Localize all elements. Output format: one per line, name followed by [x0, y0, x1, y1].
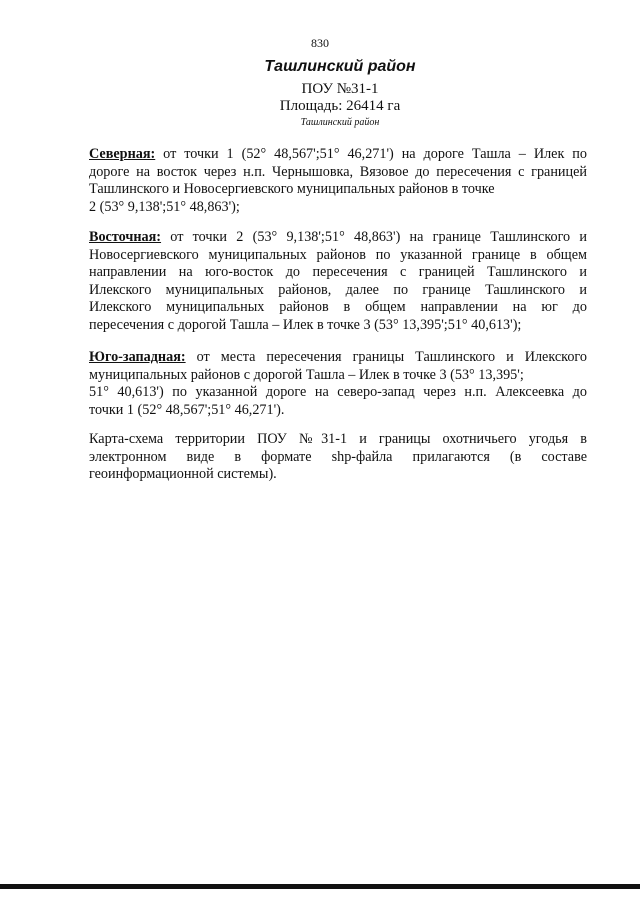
bottom-rule	[0, 884, 640, 889]
map-note-paragraph	[89, 431, 587, 484]
north-line-1	[89, 146, 587, 164]
east-boundary-label: Восточная:	[89, 229, 162, 245]
north-line-1-text: от точки 1 (52° 48,567';51° 46,271') на дороге Ташла – Илек по	[155, 146, 587, 162]
southwest-line-4: точки 1 (52° 48,567';51° 46,271').	[89, 401, 285, 418]
southwest-boundary-label: Юго-западная:	[89, 349, 186, 365]
east-line-1-text: от точки 2 (53° 9,138';51° 48,863') на границе Ташлинского и	[161, 229, 587, 245]
district-subtitle: Ташлинский район	[300, 117, 380, 128]
north-line-4: 2 (53° 9,138';51° 48,863');	[89, 198, 240, 215]
district-title: Ташлинский район	[264, 58, 416, 75]
southwest-line-2: муниципальных районов с дорогой Ташла – Илек в точке 3 (53° 13,395';	[89, 366, 524, 383]
north-line-3: Ташлинского и Новосергиевского муниципальных районов в точке	[89, 181, 495, 197]
east-line-6: пересечения с дорогой Ташла – Илек в точке 3 (53° 13,395';51° 40,613');	[89, 316, 522, 333]
southwest-boundary-paragraph	[89, 349, 587, 419]
north-line-2: дороге на восток через н.п. Чернышовка, Вязовое до пересечения с границей	[89, 163, 587, 180]
map-note-line-3: геоинформационной системы).	[89, 466, 277, 482]
east-line-4: Илекского муниципальных районов, далее по границе Ташлинского и	[89, 281, 587, 298]
area-value: Площадь: 26414 га	[279, 98, 401, 114]
east-boundary-paragraph	[89, 229, 587, 334]
east-line-3: направлении на юго-восток до пересечения с границей Ташлинского и	[89, 264, 587, 280]
map-note-line-1: Карта-схема территории ПОУ №31-1 и границы охотничьего угодья в	[89, 431, 587, 447]
north-boundary-label: Северная:	[89, 146, 156, 162]
southwest-line-1	[89, 349, 587, 367]
southwest-line-3: 51° 40,613') по указанной дороге на северо-запад через н.п. Алексеевка до	[89, 384, 587, 400]
east-line-5: Илекского муниципальных районов в общем направлении на юг до	[89, 299, 587, 315]
pou-number: ПОУ №31-1	[301, 81, 379, 97]
east-line-1	[89, 229, 587, 247]
east-line-2: Новосергиевского муниципальных районов по указанной границе в общем	[89, 246, 587, 263]
north-boundary-paragraph	[89, 146, 587, 216]
southwest-line-1-text: от места пересечения границы Ташлинского и Илекского	[185, 349, 587, 365]
page-number: 830	[311, 36, 329, 50]
map-note-line-2: электронном виде в формате shp-файла прилагаются (в составе	[89, 448, 587, 465]
